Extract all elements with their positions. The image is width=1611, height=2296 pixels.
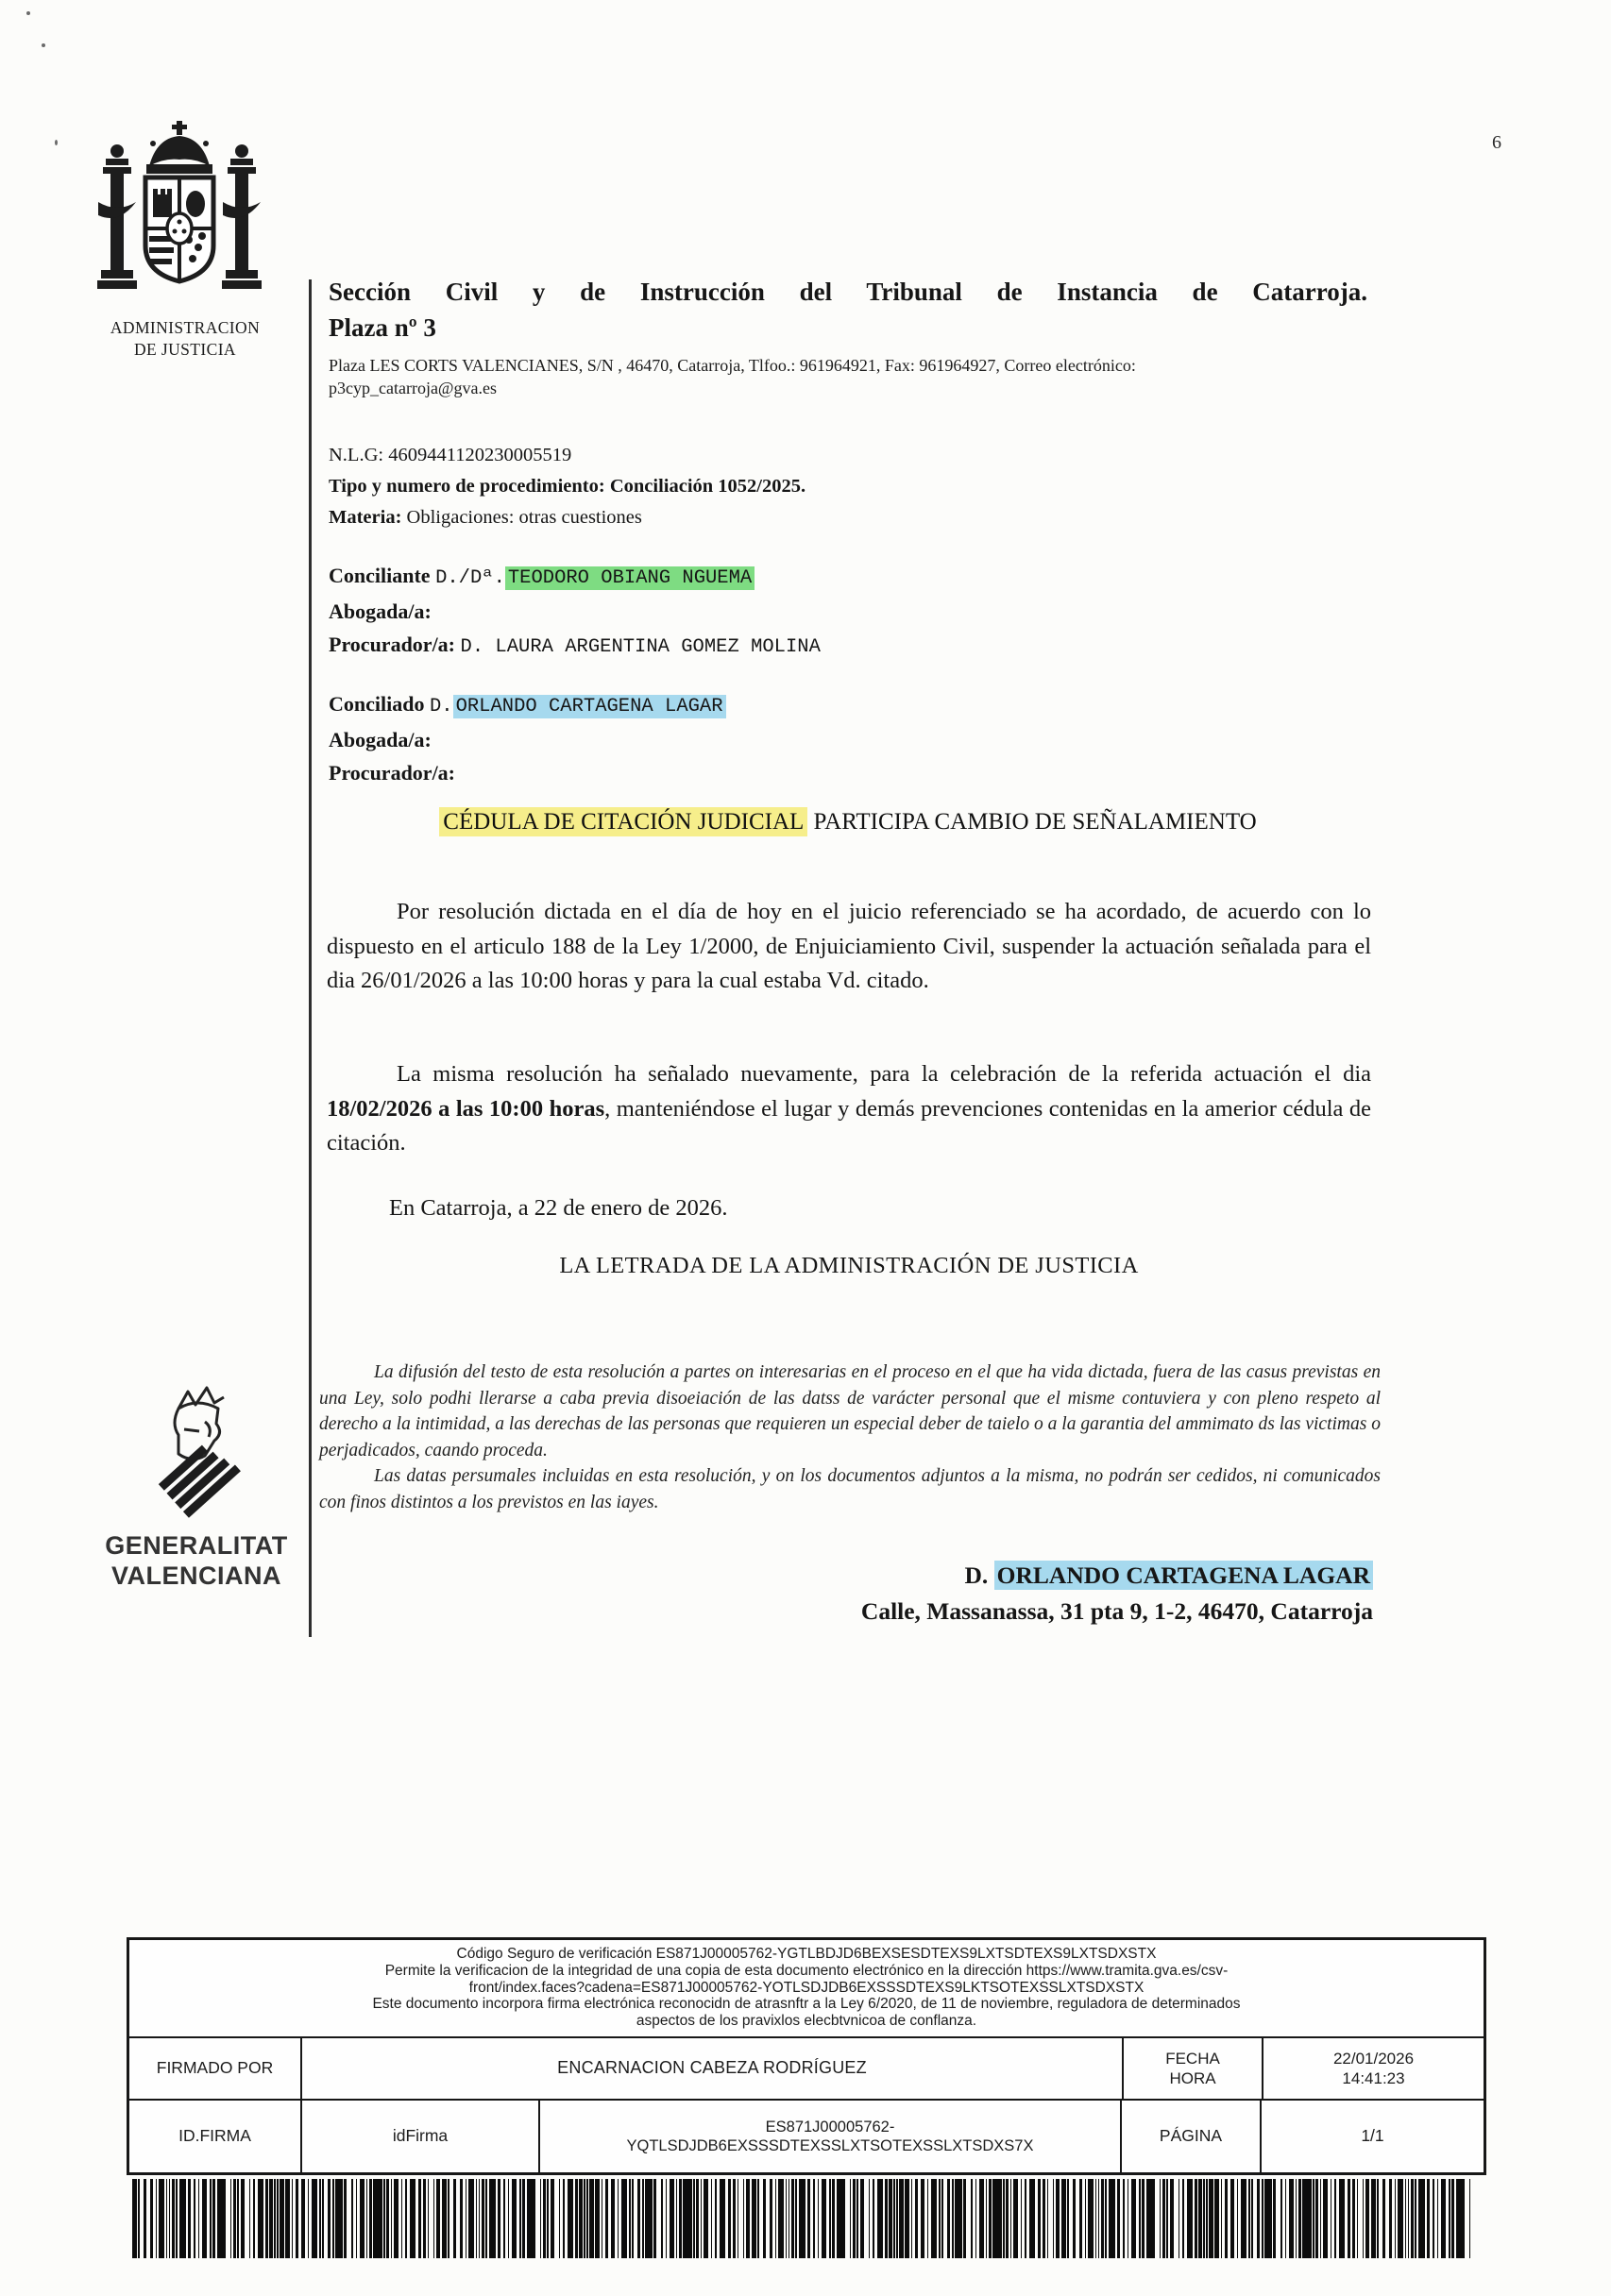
recipient-block	[327, 1558, 1373, 1629]
signature-verification-table	[127, 1937, 1486, 2175]
administration-of-justice-label: ADMINISTRACION DE JUSTICIA	[110, 318, 261, 359]
nlg-line: N.L.G: 4609441120230005519	[329, 445, 572, 465]
court-title: Sección Civil y de Instrucción del Tribunal de Instancia de Catarroja.	[329, 278, 1367, 306]
barcode	[132, 2179, 1479, 2258]
procurador-line: Procurador/a: D. LAURA ARGENTINA GOMEZ MOLINA	[329, 633, 821, 658]
procedure-line: Tipo y numero de procedimiento: Conciliación 1052/2025.	[329, 476, 806, 497]
verification-text: Código Seguro de verificación ES871J00005762-YGTLBDJD6BEXSESDTEXS9LXTSDTEXS9LXTSDXSTX Permite la verificacion de la integridad de una copia de esta documento electrónico en la dirección https://www.tramita.gva.es/csv- front/index.faces?cadena=ES871J00005762-YOTLSDJDB6EXSSSDTEXS9LKTSOTEXSSLXTSDXSTX Este documento incorpora firma electrónica reconocidn de atrasnftr a la Ley 6/2020, de 11 de noviembre, reguladora de determinados aspectos de los pravixlos elecbtvnicoa de conflanza.	[129, 1940, 1484, 2038]
paragraph-1: Por resolución dictada en el día de hoy en el juicio referenciado se ha acordado, de acuerdo con lo dispuesto en el articulo 188 de la Ley 1/2000, de Enjuiciamiento Civil, suspender la actuación señalada para el dia 26/01/2026 a las 10:00 horas y para la cual estaba Vd. citado.	[327, 899, 1371, 993]
pagina-value: 1/1	[1361, 2126, 1384, 2146]
signed-by-label: FIRMADO POR	[129, 2038, 302, 2099]
signed-by-row	[129, 2038, 1484, 2101]
procurador-line-2: Procurador/a:	[329, 761, 456, 785]
abogada-line: Abogada/a:	[329, 599, 432, 623]
gva-emblem-icon	[135, 1376, 258, 1526]
conciliante-name-highlighted: TEODORO OBIANG NGUEMA	[505, 566, 755, 590]
gva-wordmark: GENERALITAT VALENCIANA	[105, 1531, 288, 1590]
fecha-hora-label: FECHA HORA	[1124, 2038, 1263, 2099]
recipient-name-line: D. ORLANDO CARTAGENA LAGAR	[327, 1558, 1373, 1594]
paragraph-2: La misma resolución ha señalado nuevamente, para la celebración de la referida actuación el dia 18/02/2026 a las 10:00 horas, manteniéndose el lugar y demás prevenciones contenidas en la amerior cédula de citación.	[327, 1061, 1371, 1156]
court-title-line2: Plaza nº 3	[329, 313, 436, 342]
id-firma-row	[129, 2101, 1484, 2172]
document-title: CÉDULA DE CITACIÓN JUDICIAL PARTICIPA CAMBIO DE SEÑALAMIENTO	[329, 803, 1367, 840]
pagina-label: PÁGINA	[1122, 2101, 1262, 2172]
subject-line: Materia: Obligaciones: otras cuestiones	[329, 507, 642, 528]
court-email: p3cyp_catarroja@gva.es	[329, 379, 497, 397]
court-address: Plaza LES CORTS VALENCIANES, S/N , 46470, Catarroja, Tlfoo.: 961964921, Fax: 961964927, Correo electrónico: p3cyp_catarroja@gva.es	[329, 354, 1367, 399]
scan-speck	[26, 11, 30, 15]
conciliado-line: Conciliado D. ORLANDO CARTAGENA LAGAR	[329, 687, 1367, 723]
recipient-address: Calle, Massanassa, 31 pta 9, 1-2, 46470, Catarroja	[860, 1597, 1373, 1625]
signer-title: LA LETRADA DE LA ADMINISTRACIÓN DE JUSTICIA	[559, 1253, 1139, 1278]
title-highlighted: CÉDULA DE CITACIÓN JUDICIAL	[439, 807, 807, 836]
fecha-hora-value: 22/01/2026 14:41:23	[1332, 2049, 1415, 2087]
page-number: 6	[1492, 132, 1501, 153]
scan-speck	[42, 43, 45, 47]
abogada-line-2: Abogada/a:	[329, 728, 432, 751]
id-firma-key: idFirma	[302, 2101, 540, 2172]
parties-block	[329, 559, 1367, 789]
signed-by-value: ENCARNACION CABEZA RODRÍGUEZ	[302, 2038, 1124, 2099]
conciliado-name-highlighted: ORLANDO CARTAGENA LAGAR	[453, 695, 726, 718]
court-header	[329, 277, 1367, 399]
date-line: En Catarroja, a 22 de enero de 2026.	[389, 1195, 728, 1221]
recipient-name-highlighted: ORLANDO CARTAGENA LAGAR	[994, 1561, 1373, 1590]
spain-coat-of-arms-icon	[87, 115, 272, 310]
scan-speck	[55, 140, 58, 145]
conciliante-line: Conciliante D./Dª. TEODORO OBIANG NGUEMA	[329, 559, 1367, 595]
case-info	[329, 440, 1367, 533]
legal-notice: La difusión del testo de esta resolución a partes on interesarias en el proceso en el que ha vida dictada, fuera de las casus previstas en una Ley, solo podhi llerarse a caba previa disoeiación de las datss de varácter personal que el misme contuviera y con pleno respeto al derecho a la intimidad, a las derechas de las personas que requieren un especial deber de taielo o a la garantia del ammimato ds las victimas o perjadicados, caando proceda. Las datas persumales incluidas en esta resolución, y on los documentos adjuntos a la misma, no podrán ser cedidos, ni comunicados con finos distintos a los previstos en las iayes.	[319, 1362, 1381, 1512]
id-firma-label: ID.FIRMA	[129, 2101, 302, 2172]
id-firma-value: ES871J00005762- YQTLSDJDB6EXSSSDTEXSSLXTSOTEXSSLXTSDXS7X	[540, 2101, 1122, 2172]
generalitat-valenciana-logo	[77, 1376, 315, 1591]
